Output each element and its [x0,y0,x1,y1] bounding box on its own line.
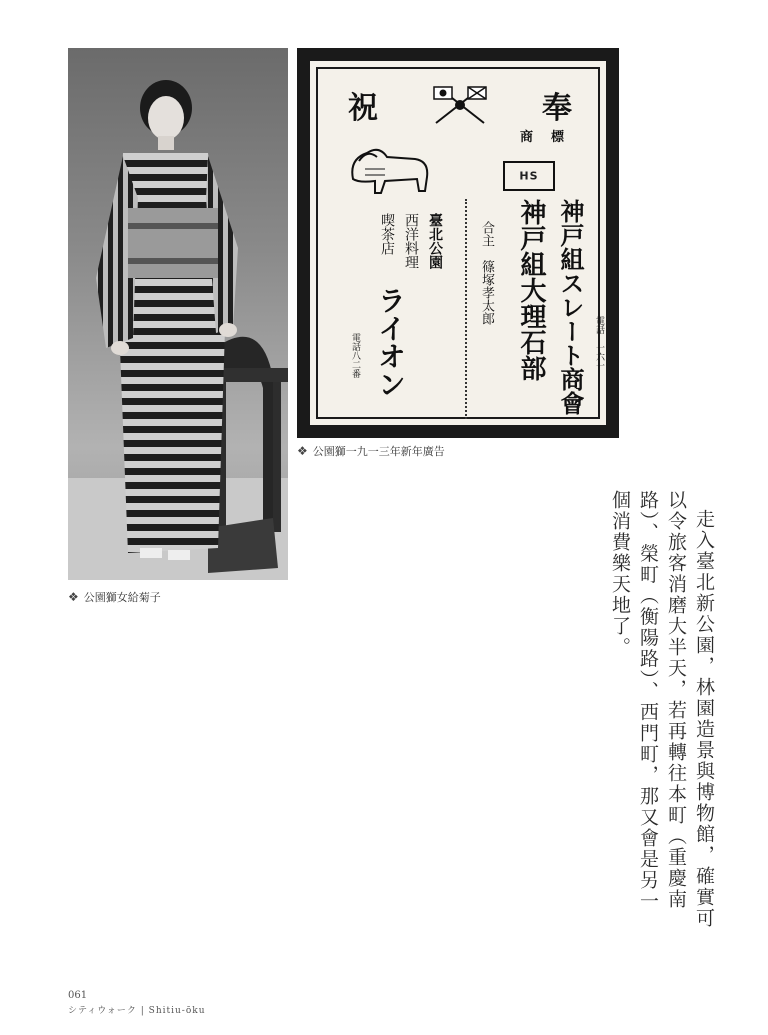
venue-taipei-park: 臺北公園 [427,213,443,269]
body-paragraph [606,490,718,930]
caption-marker-icon: ❖ [297,444,307,458]
seal-text: HS [519,169,539,183]
ad-char-feng: 奉 [542,91,572,126]
trademark-label: 商標 [520,130,583,145]
kimono-woman-photo [68,48,288,580]
company-name-marble: 神戸組大理石部 [516,199,546,381]
page-number: 061 [68,990,88,1001]
phone-company: 電話 一六一 [594,316,604,370]
company-name-slate: 神戸組スレート商會 [556,199,585,415]
caption-left [68,589,161,605]
lion-emblem-icon [345,139,435,199]
caption-left-text: 公園獅女給菊子 [83,591,161,604]
page-footer [68,990,206,1016]
caption-marker-icon: ❖ [68,590,78,604]
venue-lion-name: ライオン [374,286,407,398]
hs-trademark-seal [503,161,555,191]
ad-divider [465,199,467,419]
caption-right [297,443,445,459]
newspaper-advertisement [297,48,619,438]
photo-illustration [68,48,288,580]
venue-cafe: 喫茶店 [379,213,395,255]
owner-name: 合主 篠塚孝太郎 [479,221,494,325]
caption-right-text: 公園獅一九一三年新年廣告 [312,445,445,458]
venue-western-food: 西洋料理 [403,213,419,269]
body-paragraph-text: 走入臺北新公園，林園造景與博物館，確實可以令旅客消磨大半天，若再轉往本町（重慶南路）、榮町（衡陽路）、西門町，那又會是另一個消費樂天地了。 [609,490,715,929]
running-title: シティウォーク | Shitiu-ōku [68,1006,206,1016]
crossed-flags-icon [430,83,490,125]
phone-venue: 電話八二番 [350,333,360,378]
ad-char-zhu: 祝 [348,91,378,126]
